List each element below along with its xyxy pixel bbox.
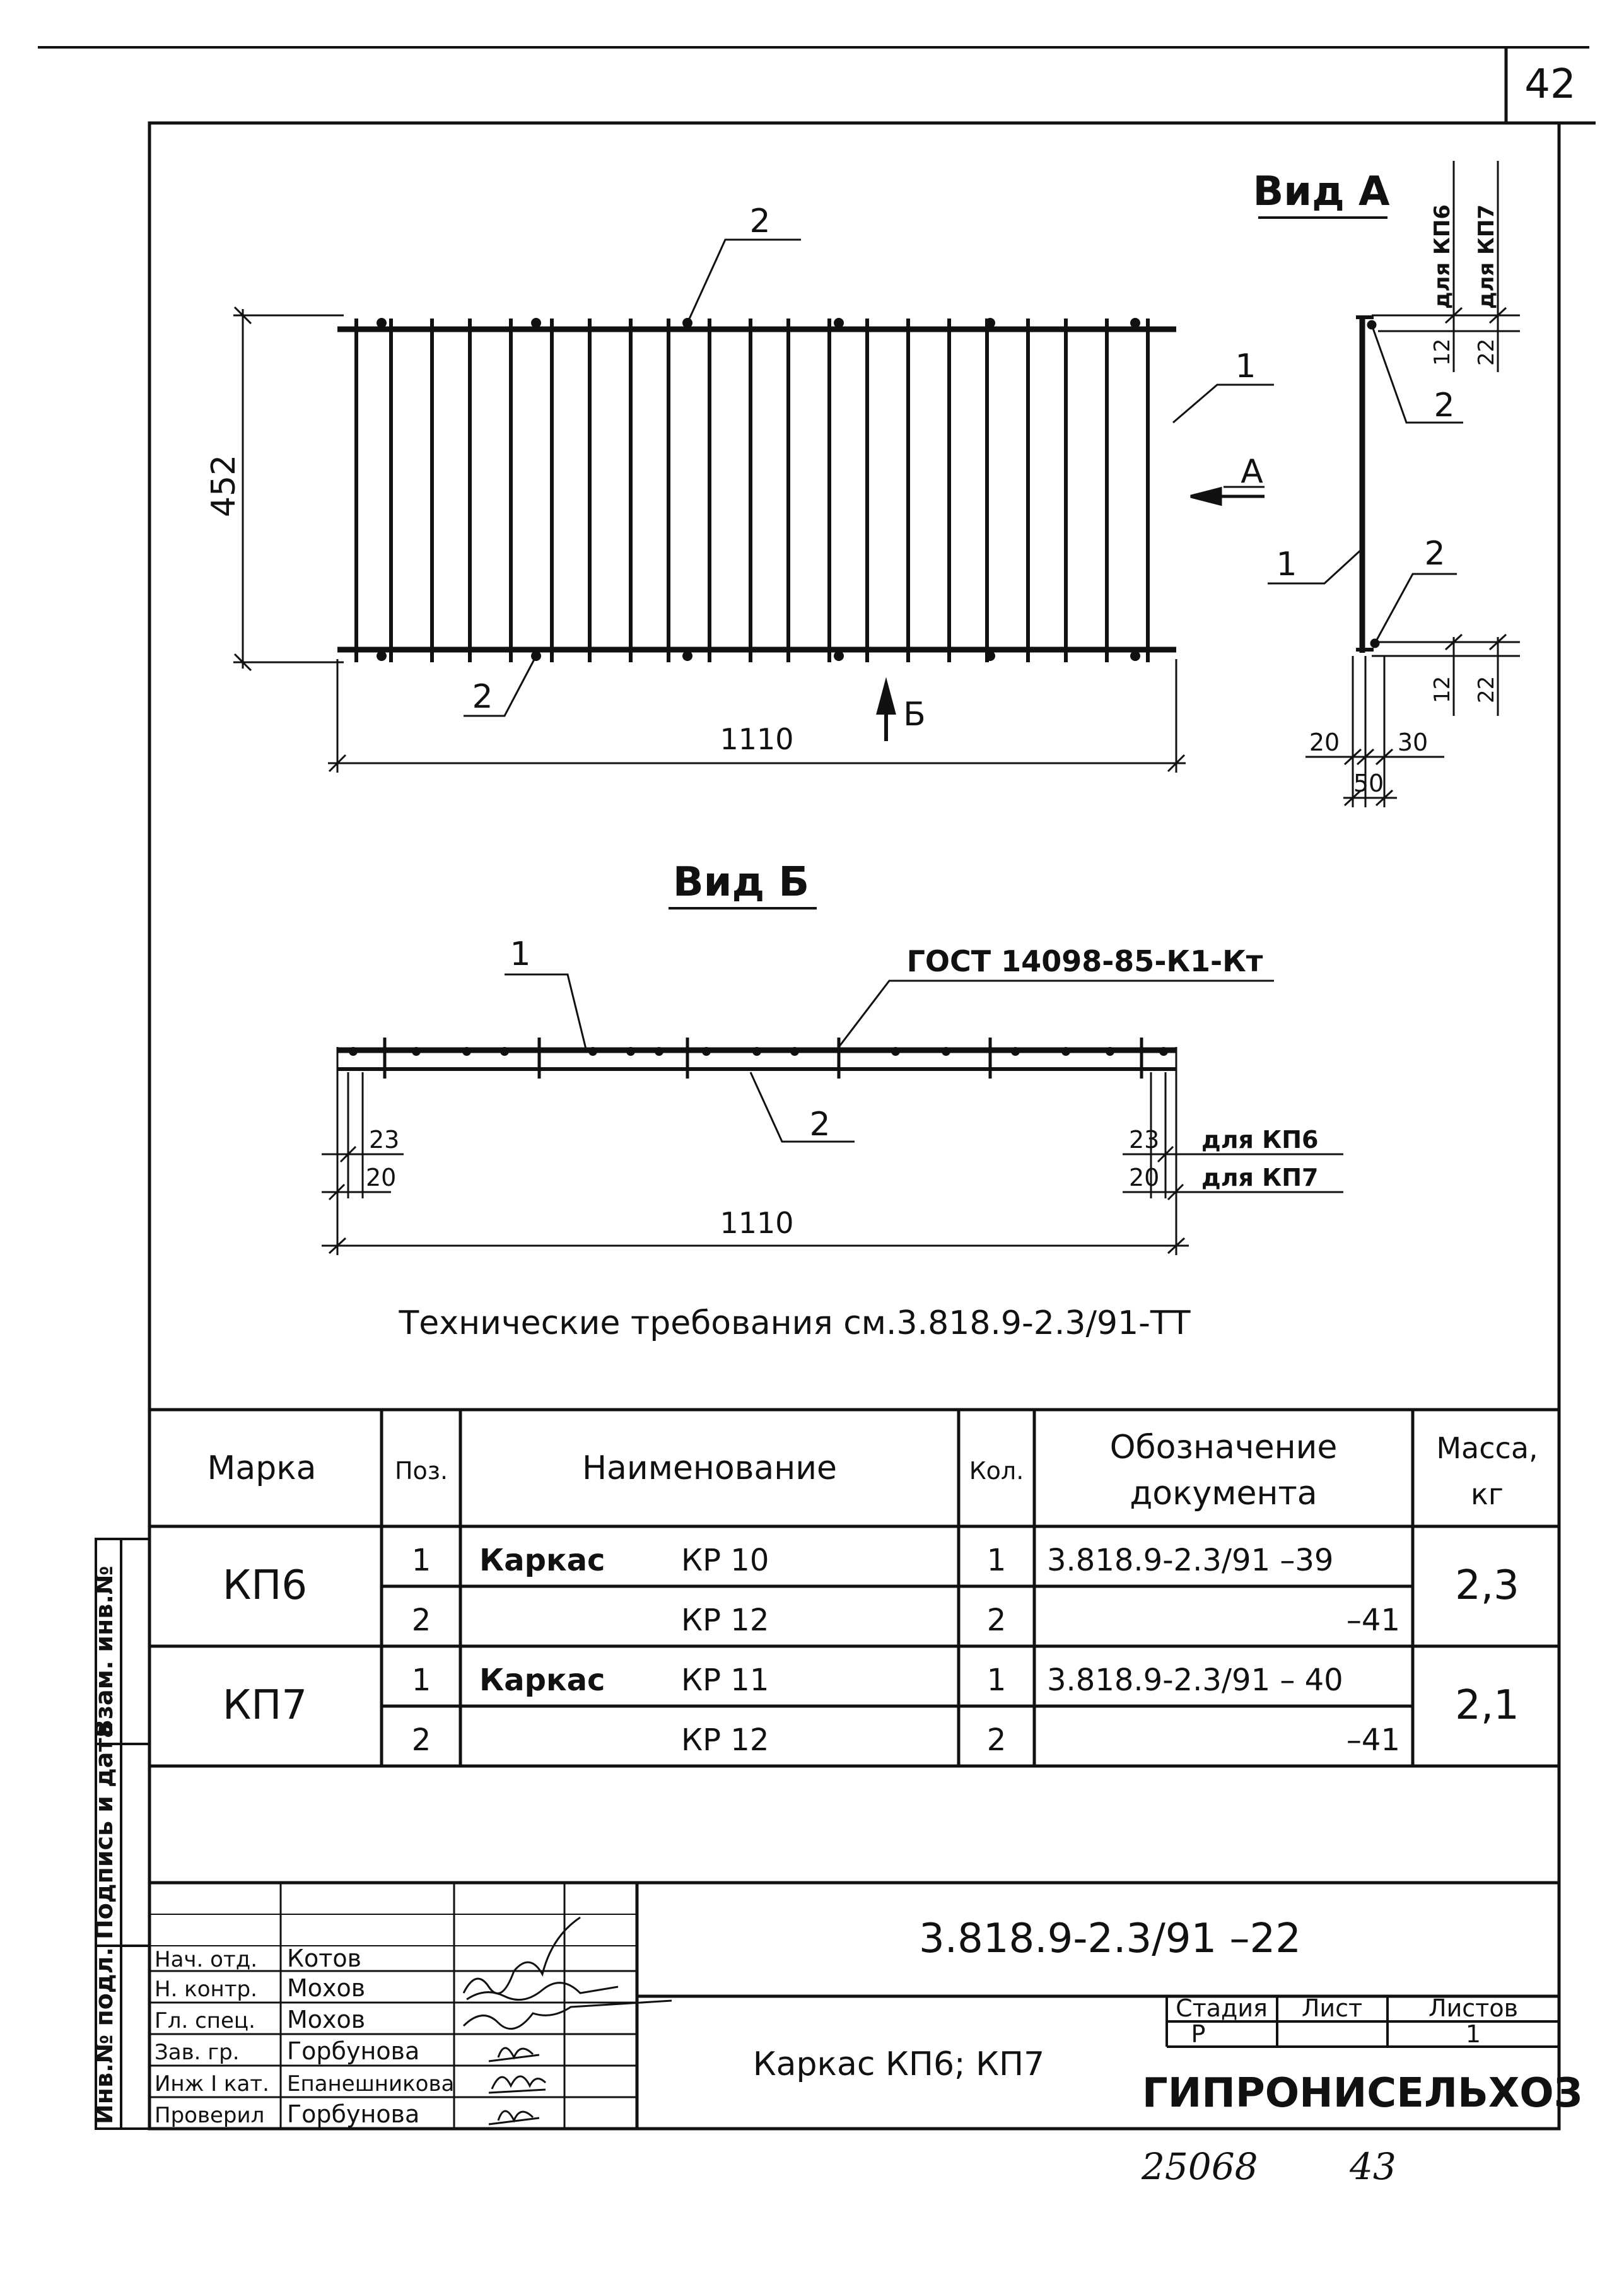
leader-pos1 (1173, 385, 1274, 423)
header-mark: Марка (207, 1449, 317, 1487)
header-pos: Поз. (394, 1457, 448, 1485)
document-code: 3.818.9-2.3/91 –22 (919, 1916, 1301, 1962)
person-role: Проверил (155, 2103, 265, 2128)
arrow-b (879, 684, 894, 741)
pos2-bottom-label: 2 (472, 678, 493, 716)
header-name: Наименование (581, 1449, 838, 1487)
view-b-for-kp7: для КП7 (1201, 1164, 1319, 1191)
view-b-dim-20-left: 20 (366, 1164, 397, 1191)
side-stamp-sign-date: Подпись и дата (90, 1721, 118, 1939)
view-a-dim-20: 20 (1309, 728, 1340, 756)
dim-height-label: 452 (205, 454, 243, 517)
row-qty: 2 (986, 1603, 1007, 1638)
pos2-top-label: 2 (749, 202, 771, 240)
person-role: Зав. гр. (155, 2040, 240, 2065)
view-a-dim-30: 30 (1397, 728, 1428, 756)
view-a-for-kp7: для КП7 (1474, 204, 1499, 309)
mass-kp7: 2,1 (1455, 1682, 1519, 1729)
view-a-dim-bot-12: 12 (1430, 676, 1455, 703)
view-b-gost: ГОСТ 14098-85-К1-Кт (906, 944, 1263, 978)
transverse-bars (356, 319, 1148, 662)
row-name: КР 11 (681, 1663, 769, 1698)
tech-requirements: Технические требования см.3.818.9-2.3/91-ТТ (399, 1304, 1191, 1342)
footer-page: 43 (1350, 2145, 1396, 2188)
row-name: КР 12 (681, 1603, 769, 1638)
view-a-pos2-top: 2 (1434, 387, 1455, 424)
view-b-pos1: 1 (510, 935, 531, 973)
row-qty: 2 (986, 1723, 1007, 1758)
view-a-for-kp6: для КП6 (1430, 204, 1455, 309)
stage-value: Р (1191, 2020, 1206, 2048)
dim-length-label: 1110 (720, 722, 794, 756)
view-a-pos1: 1 (1276, 546, 1297, 583)
sheets-value: 1 (1465, 2020, 1481, 2048)
view-b-dim-23-right: 23 (1129, 1126, 1160, 1154)
spec-table-grid (149, 1410, 1559, 1766)
view-b-dim-20-right: 20 (1129, 1164, 1160, 1191)
header-doc-2: документа (1130, 1475, 1317, 1512)
view-a-pos2-mid: 2 (1424, 535, 1446, 573)
view-b-dim-23-left: 23 (369, 1126, 400, 1154)
arrow-a-label: A (1241, 453, 1263, 491)
person-name: Котов (287, 1945, 362, 1972)
organization-name: ГИПРОНИСЕЛЬХОЗ (1142, 2070, 1583, 2117)
person-role: Гл. спец. (155, 2008, 255, 2033)
person-role: Инж I кат. (155, 2071, 269, 2097)
header-qty: Кол. (969, 1457, 1024, 1485)
row-pos: 2 (411, 1603, 431, 1638)
view-a-dim-bot-22: 22 (1474, 676, 1499, 703)
dim-height (233, 307, 344, 670)
sheet-label: Лист (1301, 1994, 1363, 2022)
view-b-title: Вид Б (672, 859, 810, 906)
row-name: КР 10 (681, 1543, 769, 1578)
view-a-dim-top-22: 22 (1474, 338, 1499, 366)
row-pos: 2 (411, 1723, 431, 1758)
view-b-pos2: 2 (809, 1106, 831, 1144)
person-role: Н. контр. (155, 1977, 257, 2002)
view-a-title: Вид А (1253, 168, 1390, 215)
header-mass-1: Масса, (1436, 1431, 1538, 1465)
side-stamp-inv-orig: Инв.№ подл. (90, 1947, 118, 2124)
row-name-prefix: Каркас (479, 1543, 605, 1578)
header-mass-2: кг (1471, 1477, 1504, 1511)
row-name: КР 12 (681, 1723, 769, 1758)
row-pos: 1 (411, 1663, 431, 1698)
view-b-for-kp6: для КП6 (1201, 1126, 1319, 1154)
person-name: Горбунова (287, 2100, 420, 2128)
arrow-b-label: Б (903, 696, 926, 734)
side-stamp-vzam: Взам. инв.№ (90, 1565, 118, 1738)
sheet-number: 42 (1524, 61, 1576, 108)
drawing-title: Каркас КП6; КП7 (752, 2045, 1045, 2083)
row-name-prefix: Каркас (479, 1663, 605, 1698)
footer-number: 25068 (1142, 2145, 1258, 2188)
view-a-dim-50: 50 (1353, 769, 1384, 797)
row-doc: 3.818.9-2.3/91 –39 (1047, 1543, 1334, 1578)
person-role: Нач. отд. (155, 1947, 258, 1972)
mark-kp6: КП6 (222, 1562, 308, 1609)
weld-points (377, 318, 1140, 661)
mass-kp6: 2,3 (1455, 1562, 1519, 1609)
person-name: Горбунова (287, 2037, 420, 2065)
sheets-label: Листов (1428, 1994, 1518, 2022)
row-qty: 1 (986, 1663, 1007, 1698)
mark-kp7: КП7 (222, 1682, 308, 1729)
row-doc: 3.818.9-2.3/91 – 40 (1047, 1663, 1343, 1698)
view-a-dim-top-12: 12 (1430, 338, 1455, 366)
signatures (464, 1917, 672, 2124)
view-b-dim-length: 1110 (720, 1206, 794, 1240)
stage-label: Стадия (1176, 1994, 1268, 2022)
header-doc-1: Обозначение (1109, 1429, 1338, 1466)
pos1-label: 1 (1235, 348, 1256, 385)
row-qty: 1 (986, 1543, 1007, 1578)
row-doc: –41 (1346, 1723, 1400, 1758)
person-name: Мохов (287, 2006, 366, 2033)
leader-pos2-top (687, 240, 801, 323)
person-name: Епанешникова (287, 2071, 455, 2097)
main-view (233, 240, 1274, 773)
row-pos: 1 (411, 1543, 431, 1578)
row-doc: –41 (1346, 1603, 1400, 1638)
person-name: Мохов (287, 1974, 366, 2002)
